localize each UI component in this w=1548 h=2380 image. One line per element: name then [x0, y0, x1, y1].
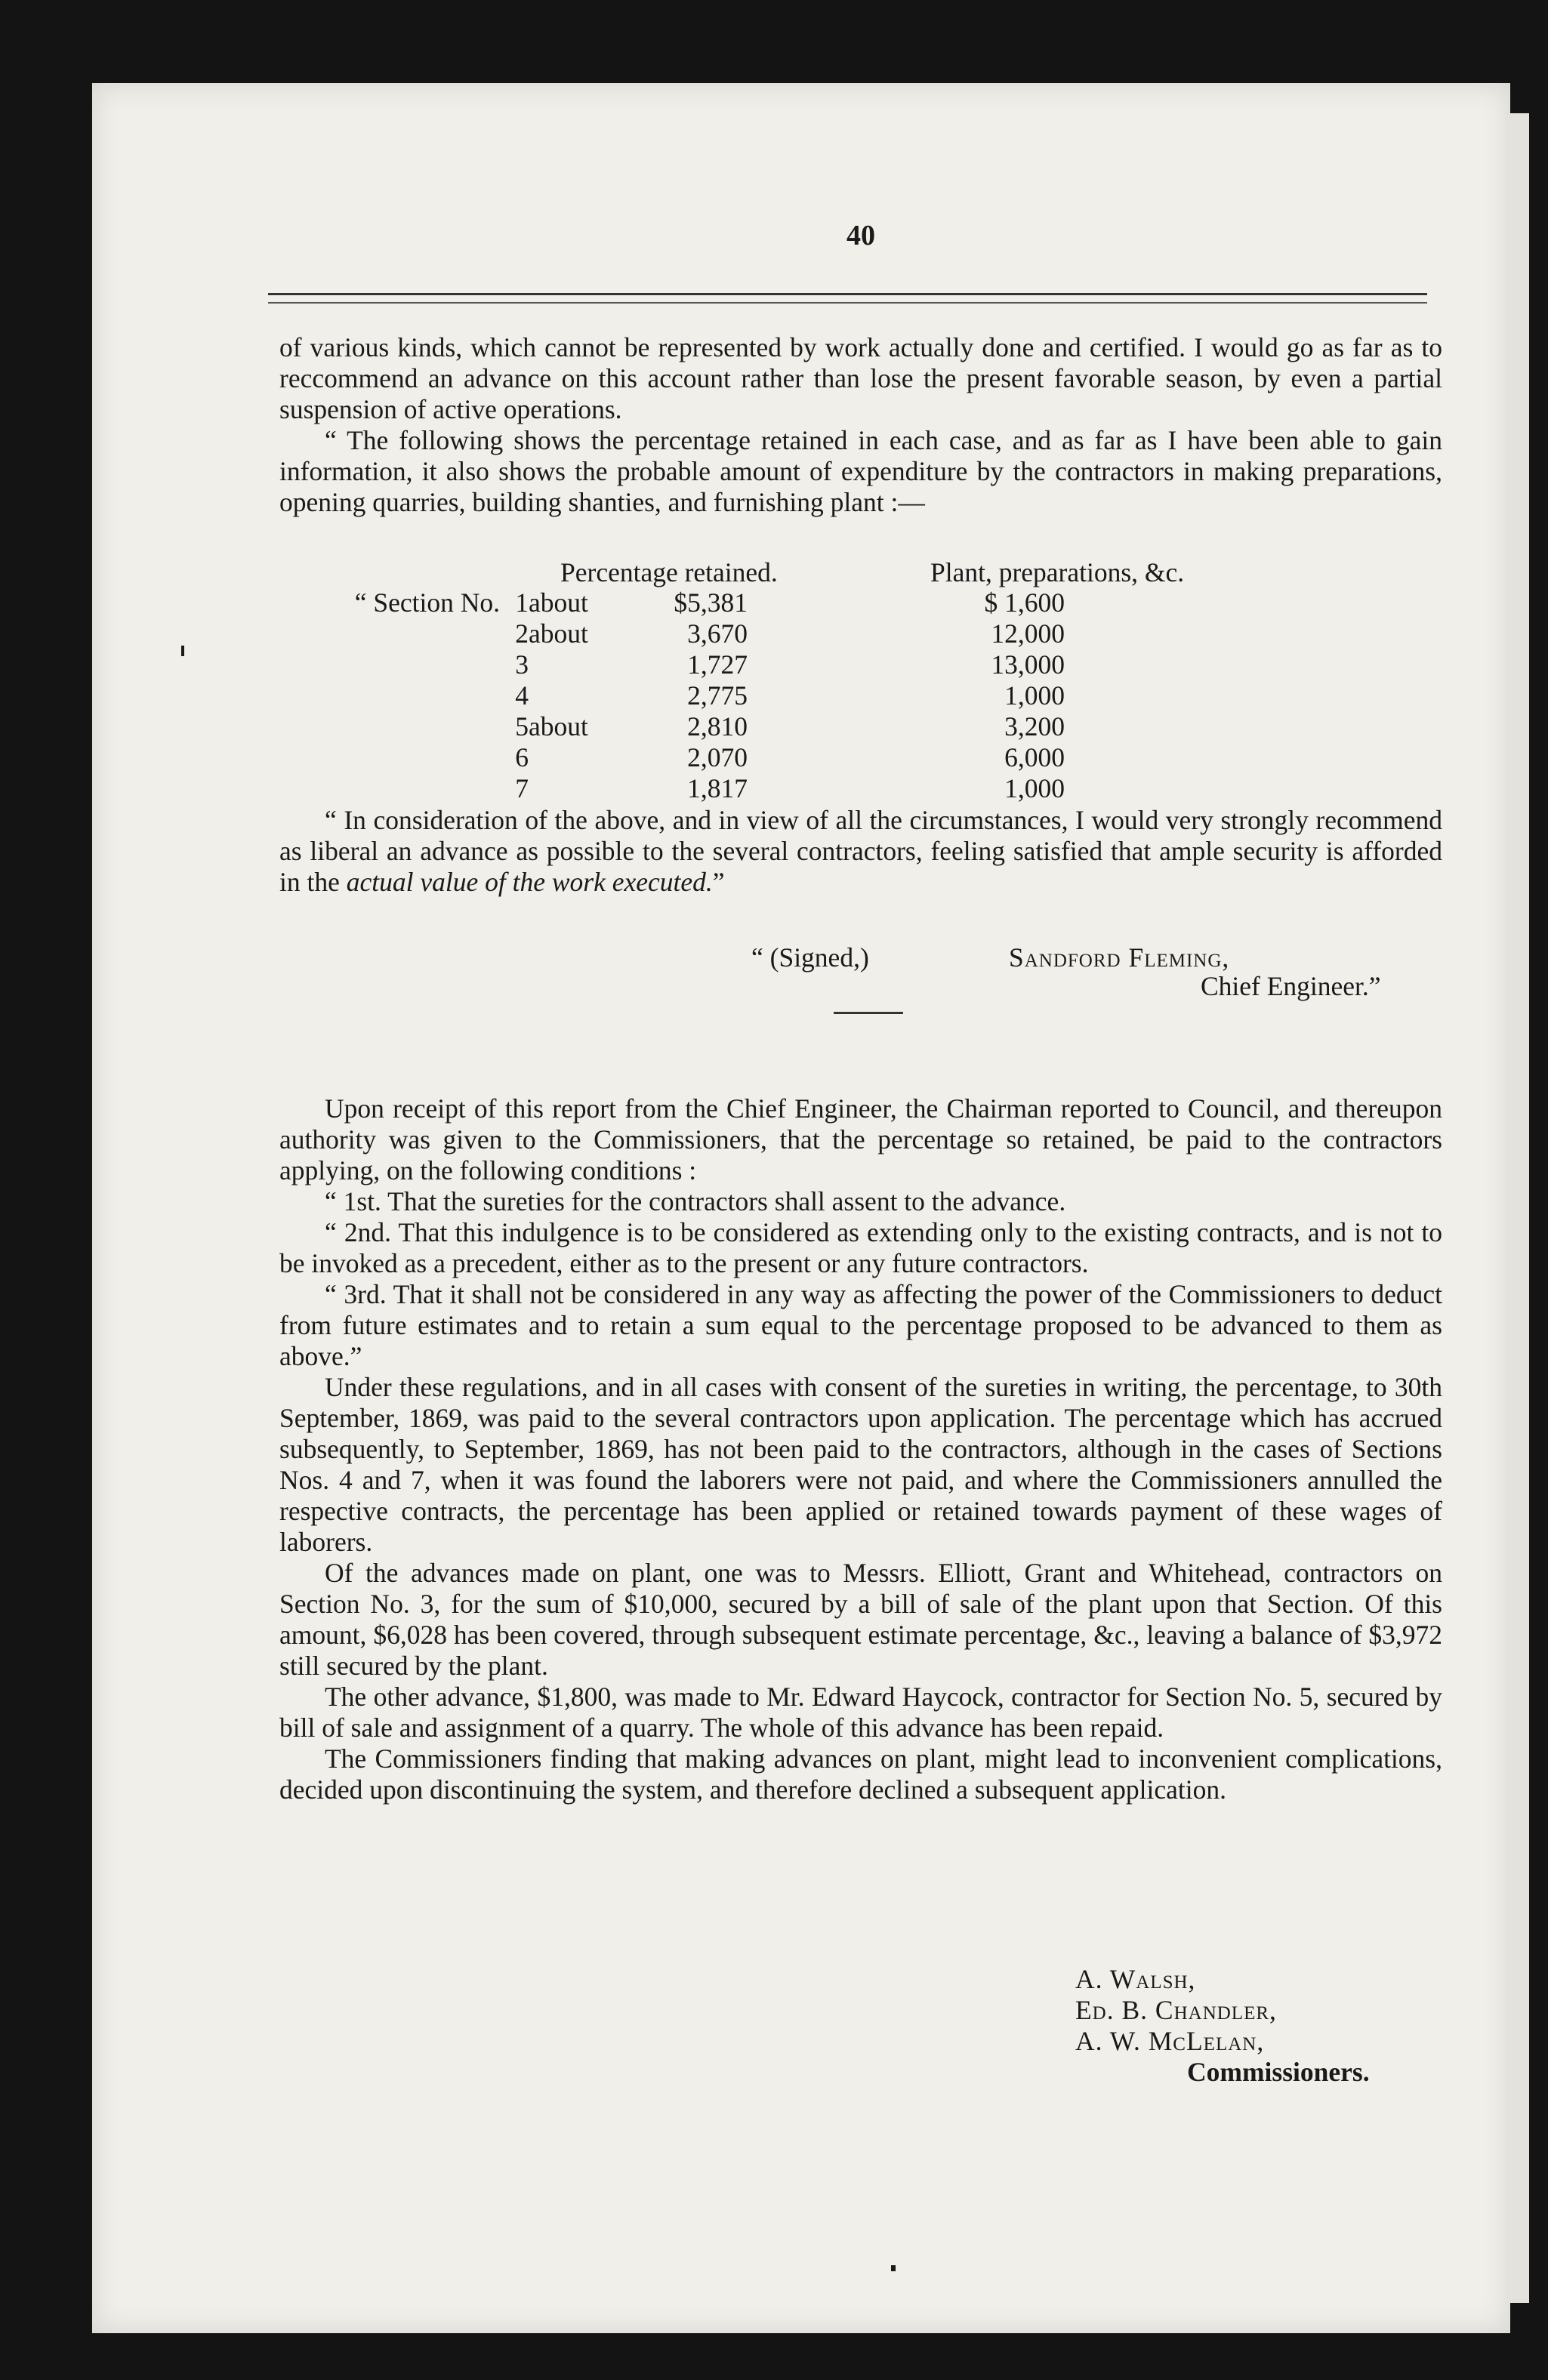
paragraph-2: “ The following shows the percentage retained in each case, and as far as I have been able to gain information, it also shows the probable amount of expenditure by the contractors in making preparations, opening quarries, building shanties, and furnishing plant :— — [279, 425, 1442, 517]
plant-preparations: 12,000 — [991, 618, 1065, 649]
header-rule — [268, 293, 1427, 295]
paragraph-6: “ 2nd. That this indulgence is to be considered as extending only to the existing contracts, and is not to be invoked as a precedent, either as to the present or any future contractors. — [279, 1217, 1442, 1278]
plant-preparations: 3,200 — [1004, 711, 1065, 741]
plant-preparations: 13,000 — [991, 649, 1065, 680]
plant-preparations: 1,000 — [1004, 680, 1065, 711]
table-row — [279, 680, 1065, 711]
percentage-retained: 2,775 — [687, 680, 748, 711]
table-row — [279, 711, 1065, 742]
paragraph-4: Upon receipt of this report from the Chief Engineer, the Chairman reported to Council, and thereupon authority was given to the Commissioners, that the percentage so retained, be paid to the contractors applying, on the following conditions : — [279, 1093, 1442, 1185]
section-number: 7 — [515, 773, 529, 803]
row-label: “ Section No. — [354, 587, 500, 618]
paragraph-3: “ In consideration of the above, and in view of all the circumstances, I would very strongly recommend as liberal an advance as possible to the several contractors, feeling satisfied that ample security is afforded in the actual value of the work executed.” — [279, 805, 1442, 897]
percentage-retained: 3,670 — [687, 618, 748, 649]
plant-preparations: 1,000 — [1004, 773, 1065, 803]
paragraph-1: of various kinds, which cannot be represented by work actually done and certified. I would go as far as to reccommend an advance on this account rather than lose the present favorable season, by even a partial suspension of active operations. — [279, 332, 1442, 424]
section-number: 2 — [515, 618, 529, 649]
row-label — [279, 742, 500, 773]
signed-label: “ (Signed,) — [751, 942, 869, 973]
section-divider — [834, 1012, 903, 1014]
paragraph-7: “ 3rd. That it shall not be considered in any way as affecting the power of the Commissioners to deduct from future estimates and to retain a sum equal to the percentage proposed to be advanced to them as above.” — [279, 1279, 1442, 1371]
about-qualifier — [529, 649, 657, 680]
table-row — [279, 618, 1065, 649]
table-row — [279, 742, 1065, 773]
paragraph-5: “ 1st. That the sureties for the contractors shall assent to the advance. — [325, 1186, 1066, 1216]
commissioners-title: Commissioners. — [1187, 2057, 1370, 2087]
commissioner-3: A. W. McLelan, — [1075, 2026, 1265, 2056]
table-row — [279, 587, 1065, 618]
section-number: 5 — [515, 711, 529, 741]
recommendation — [279, 805, 1442, 898]
about-qualifier: about — [529, 711, 588, 741]
column-header-percentage: Percentage retained. — [560, 557, 778, 587]
section-table — [279, 587, 1065, 804]
row-label — [279, 649, 500, 680]
paragraph-9: Of the advances made on plant, one was to Messrs. Elliott, Grant and Whitehead, contractors on Section No. 3, for the sum of $10,000, secured by a bill of sale of the plant upon that Section. Of this amount, $6,028 has been covered, through subsequent estimate percentage, &c., leaving a balance of $3,972 still secured by the plant. — [279, 1558, 1442, 1681]
row-label — [279, 680, 500, 711]
column-header-plant: Plant, preparations, &c. — [930, 557, 1185, 587]
page-number: 40 — [846, 220, 875, 251]
header-rule-secondary — [268, 302, 1427, 304]
percentage-retained: 1,817 — [687, 773, 748, 803]
commissioner-1: A. Walsh, — [1075, 1964, 1196, 1994]
about-qualifier: about — [529, 618, 588, 649]
signer-name: Sandford Fleming, — [1009, 942, 1230, 973]
section-number: 6 — [515, 742, 529, 772]
section-number: 4 — [515, 680, 529, 711]
margin-mark — [181, 646, 184, 656]
row-label — [279, 711, 500, 742]
percentage-retained: 2,070 — [687, 742, 748, 772]
commissioner-2: Ed. B. Chandler, — [1075, 1995, 1277, 2025]
row-label — [279, 773, 500, 804]
table-row — [279, 773, 1065, 804]
commission-report — [279, 1093, 1442, 1805]
percentage-retained: $5,381 — [674, 587, 748, 618]
about-qualifier — [529, 742, 657, 773]
plant-preparations: 6,000 — [1004, 742, 1065, 772]
margin-mark — [891, 2265, 896, 2271]
about-qualifier — [529, 680, 657, 711]
paragraph-10: The other advance, $1,800, was made to Mr. Edward Haycock, contractor for Section No. 5, secured by bill of sale and assignment of a quarry. The whole of this advance has been repaid. — [279, 1682, 1442, 1743]
about-qualifier — [529, 773, 657, 804]
report-continuation — [279, 332, 1442, 518]
plant-preparations: $ 1,600 — [984, 587, 1065, 618]
section-number: 3 — [515, 649, 529, 680]
about-qualifier: about — [529, 587, 588, 618]
adjacent-page-edge — [1506, 113, 1529, 2303]
percentage-retained: 1,727 — [687, 649, 748, 680]
section-number: 1 — [515, 587, 529, 618]
table-row — [279, 649, 1065, 680]
percentage-retained: 2,810 — [687, 711, 748, 741]
paragraph-11: The Commissioners finding that making advances on plant, might lead to inconvenient complications, decided upon discontinuing the system, and therefore declined a subsequent application. — [279, 1743, 1442, 1805]
row-label — [279, 618, 500, 649]
signer-title: Chief Engineer.” — [1201, 971, 1381, 1001]
paragraph-8: Under these regulations, and in all cases with consent of the sureties in writing, the percentage, to 30th September, 1869, was paid to the several contractors upon application. The percentage which has accrued subsequently, to September, 1869, has not been paid to the contractors, although in the cases of Sections Nos. 4 and 7, when it was found the laborers were not paid, and where the Commissioners annulled the respective contracts, the percentage has been applied or retained towards payment of these wages of laborers. — [279, 1372, 1442, 1557]
